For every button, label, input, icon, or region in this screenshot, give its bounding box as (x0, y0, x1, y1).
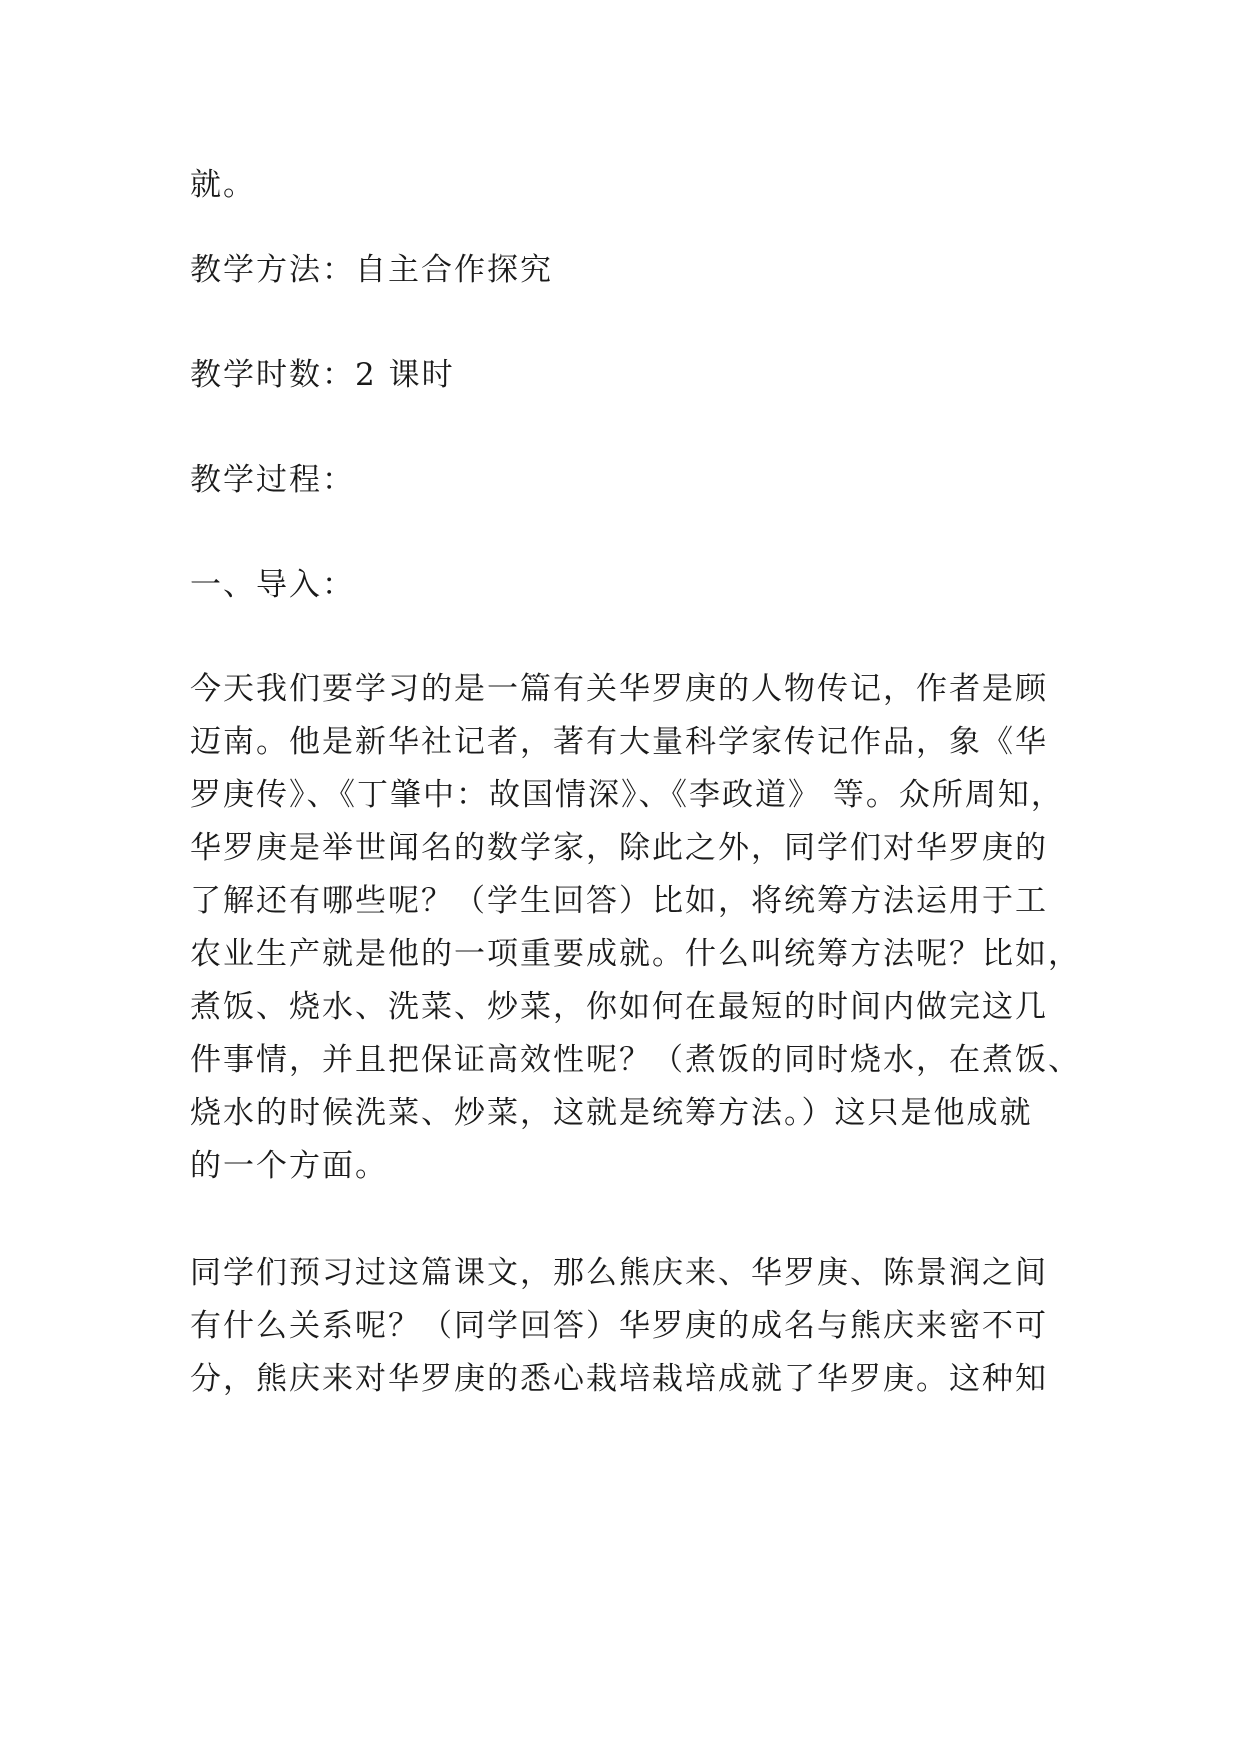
text-fragment: 就。 (190, 167, 256, 203)
paragraph-line: 罗庚传》、《丁肇中：故国情深》、《李政道》 等。众所周知， (190, 777, 1064, 813)
paragraph-line: 了解还有哪些呢？（学生回答）比如，将统筹方法运用于工 (190, 883, 1048, 919)
section-heading-intro: 一、导入： (190, 567, 355, 603)
paragraph-line: 华罗庚是举世闻名的数学家，除此之外，同学们对华罗庚的 (190, 830, 1048, 866)
paragraph-line: 分，熊庆来对华罗庚的悉心栽培栽培成就了华罗庚。这种知 (190, 1361, 1048, 1397)
paragraph-line: 迈南。他是新华社记者，著有大量科学家传记作品，象《华 (190, 724, 1048, 760)
paragraph-line: 同学们预习过这篇课文，那么熊庆来、华罗庚、陈景润之间 (190, 1255, 1048, 1291)
teaching-hours: 教学时数：2 课时 (190, 357, 455, 393)
paragraph-line: 今天我们要学习的是一篇有关华罗庚的人物传记，作者是顾 (190, 671, 1048, 707)
paragraph-line: 农业生产就是他的一项重要成就。什么叫统筹方法呢？比如， (190, 936, 1081, 972)
paragraph-line: 的一个方面。 (190, 1148, 388, 1184)
teaching-process-heading: 教学过程： (190, 462, 355, 498)
teaching-method: 教学方法：自主合作探究 (190, 252, 553, 288)
paragraph-line: 煮饭、烧水、洗菜、炒菜，你如何在最短的时间内做完这几 (190, 989, 1048, 1025)
paragraph-line: 烧水的时候洗菜、炒菜，这就是统筹方法。）这只是他成就 (190, 1095, 1033, 1131)
paragraph-line: 有什么关系呢？（同学回答）华罗庚的成名与熊庆来密不可 (190, 1308, 1048, 1344)
paragraph-line: 件事情，并且把保证高效性呢？（煮饭的同时烧水，在煮饭、 (190, 1042, 1081, 1078)
